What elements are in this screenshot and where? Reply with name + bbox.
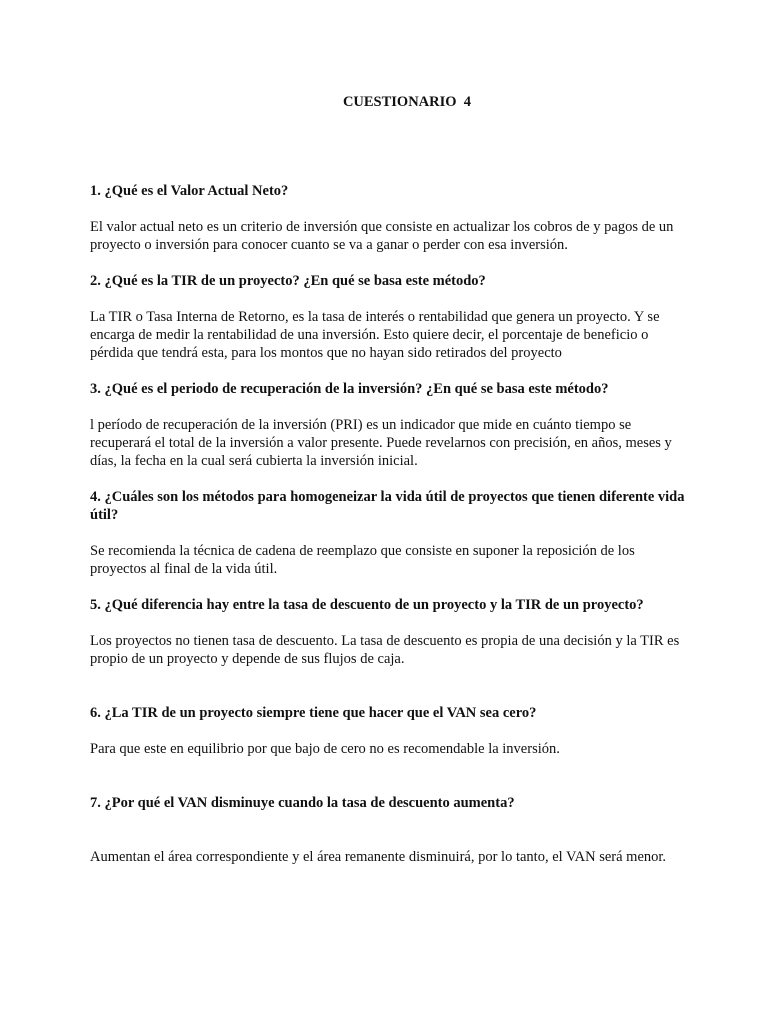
question-2: 2. ¿Qué es la TIR de un proyecto? ¿En qué se basa este método? [90,273,486,289]
answer-7: Aumentan el área correspondiente y el área remanente disminuirá, por lo tanto, el VAN será menor. [90,849,667,865]
answer-3: l período de recuperación de la inversión (PRI) es un indicador que mide en cuánto tiempo se recuperará el total de la inversión a valor presente. Puede revelarnos con precisión, en años, meses y días, la fecha en la cual será cubierta la inversión inicial. [90,417,672,469]
question-1: 1. ¿Qué es el Valor Actual Neto? [90,183,289,199]
answer-2: La TIR o Tasa Interna de Retorno, es la tasa de interés o rentabilidad que genera un proyecto. Y se encarga de medir la rentabilidad de una inversión. Esto quiere decir, el porcentaje de beneficio o pérdida que tendrá esta, para los montos que no hayan sido retirados del proyecto [90,309,660,361]
question-7: 7. ¿Por qué el VAN disminuye cuando la tasa de descuento aumenta? [90,795,515,811]
question-3: 3. ¿Qué es el periodo de recuperación de la inversión? ¿En qué se basa este método? [90,381,609,397]
answer-4: Se recomienda la técnica de cadena de reemplazo que consiste en suponer la reposición de los proyectos al final de la vida útil. [90,543,635,577]
question-4: 4. ¿Cuáles son los métodos para homogeneizar la vida útil de proyectos que tienen diferente vida útil? [90,489,685,523]
question-5: 5. ¿Qué diferencia hay entre la tasa de descuento de un proyecto y la TIR de un proyecto? [90,597,644,613]
question-6: 6. ¿La TIR de un proyecto siempre tiene que hacer que el VAN sea cero? [90,705,537,721]
answer-6: Para que este en equilibrio por que bajo de cero no es recomendable la inversión. [90,741,560,757]
answer-5: Los proyectos no tienen tasa de descuento. La tasa de descuento es propia de una decisión y la TIR es propio de un proyecto y depende de sus flujos de caja. [90,633,680,667]
document-title: CUESTIONARIO 4 [342,94,472,110]
answer-1: El valor actual neto es un criterio de inversión que consiste en actualizar los cobros de y pagos de un proyecto o inversión para conocer cuanto se va a ganar o perder con esa inversión. [90,219,674,253]
